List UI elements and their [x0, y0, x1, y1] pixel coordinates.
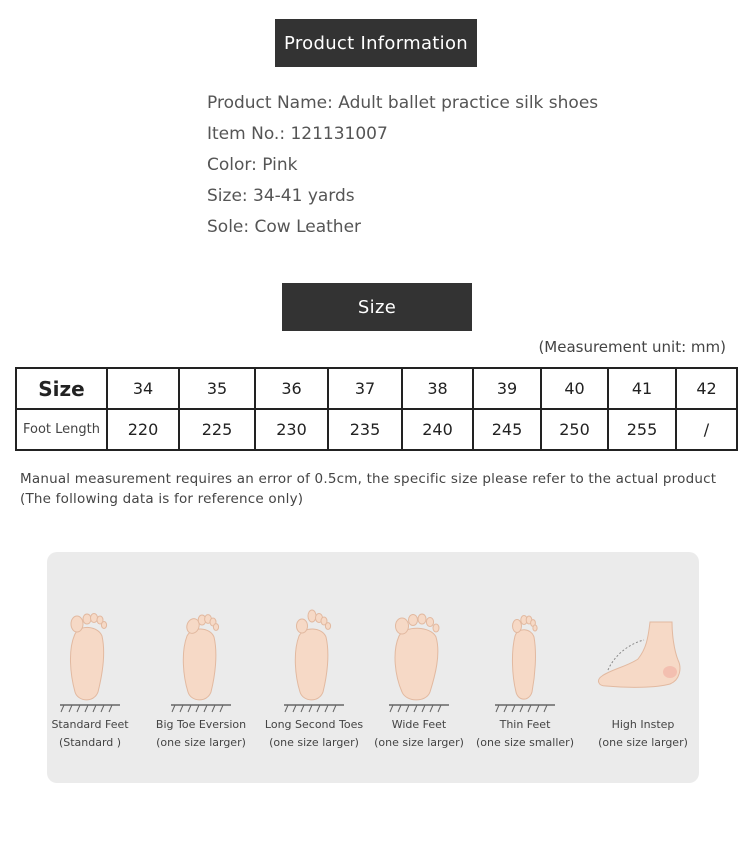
- size-cell: 37: [328, 368, 402, 409]
- size-cell: 34: [107, 368, 179, 409]
- big-toe-eversion-foot-icon: [146, 604, 256, 714]
- size-cell: 40: [541, 368, 608, 409]
- foot-type-thin: [470, 604, 580, 749]
- thin-foot-icon: [470, 604, 580, 714]
- product-information-title: Product Information: [284, 32, 468, 54]
- foot-type-note: (one size smaller): [476, 736, 574, 749]
- foot-type-wide: [364, 604, 474, 749]
- foot-type-note: (one size larger): [374, 736, 464, 749]
- size-cell: 39: [473, 368, 541, 409]
- size-table: [15, 367, 738, 451]
- foot-type-label: Long Second Toes: [264, 718, 364, 731]
- standard-foot-icon: [35, 604, 145, 714]
- wide-foot-icon: [364, 604, 474, 714]
- size-cell: 36: [255, 368, 328, 409]
- high-instep-foot-icon: [588, 604, 698, 714]
- foot-type-note: (one size larger): [156, 736, 246, 749]
- size-title: Size: [357, 296, 397, 318]
- length-cell: 255: [608, 409, 676, 450]
- size-banner: [282, 283, 472, 331]
- length-cell: 220: [107, 409, 179, 450]
- product-name: Product Name: Adult ballet practice silk shoes: [207, 93, 599, 113]
- foot-type-panel: [47, 552, 699, 783]
- foot-type-long-second-toes: [259, 604, 369, 749]
- foot-type-high-instep: [588, 604, 698, 749]
- product-size-range: Size: 34-41 yards: [207, 186, 355, 206]
- length-cell: 245: [473, 409, 541, 450]
- foot-type-label: Big Toe Eversion: [155, 718, 247, 731]
- foot-type-label: Wide Feet: [391, 718, 447, 731]
- size-header-cell: Size: [16, 368, 107, 409]
- product-sole: Sole: Cow Leather: [207, 217, 362, 237]
- foot-type-note: (Standard ): [58, 736, 122, 749]
- foot-type-big-toe-eversion: [146, 604, 256, 749]
- long-second-toe-foot-icon: [259, 604, 369, 714]
- foot-length-row: [16, 409, 737, 450]
- product-info-list: [207, 90, 598, 245]
- measurement-unit-note: (Measurement unit: mm): [538, 338, 726, 356]
- item-number: Item No.: 121131007: [207, 124, 388, 144]
- length-cell: 250: [541, 409, 608, 450]
- measurement-disclaimer: Manual measurement requires an error of 0.5cm, the specific size please refer to the actual product (The following data is for reference only): [20, 471, 717, 507]
- foot-type-standard: [35, 604, 145, 749]
- foot-type-label: High Instep: [611, 718, 675, 731]
- size-cell: 42: [676, 368, 737, 409]
- length-cell: 235: [328, 409, 402, 450]
- size-cell: 35: [179, 368, 255, 409]
- size-cell: 38: [402, 368, 473, 409]
- length-cell: 230: [255, 409, 328, 450]
- foot-type-note: (one size larger): [598, 736, 688, 749]
- foot-length-header-cell: Foot Length: [16, 409, 107, 450]
- product-information-banner: [275, 19, 477, 67]
- foot-type-note: (one size larger): [269, 736, 359, 749]
- foot-type-label: Thin Feet: [499, 718, 551, 731]
- size-cell: 41: [608, 368, 676, 409]
- foot-type-label: Standard Feet: [51, 718, 129, 731]
- length-cell: /: [676, 409, 737, 450]
- length-cell: 240: [402, 409, 473, 450]
- size-row: [16, 368, 737, 409]
- product-color: Color: Pink: [207, 155, 298, 175]
- length-cell: 225: [179, 409, 255, 450]
